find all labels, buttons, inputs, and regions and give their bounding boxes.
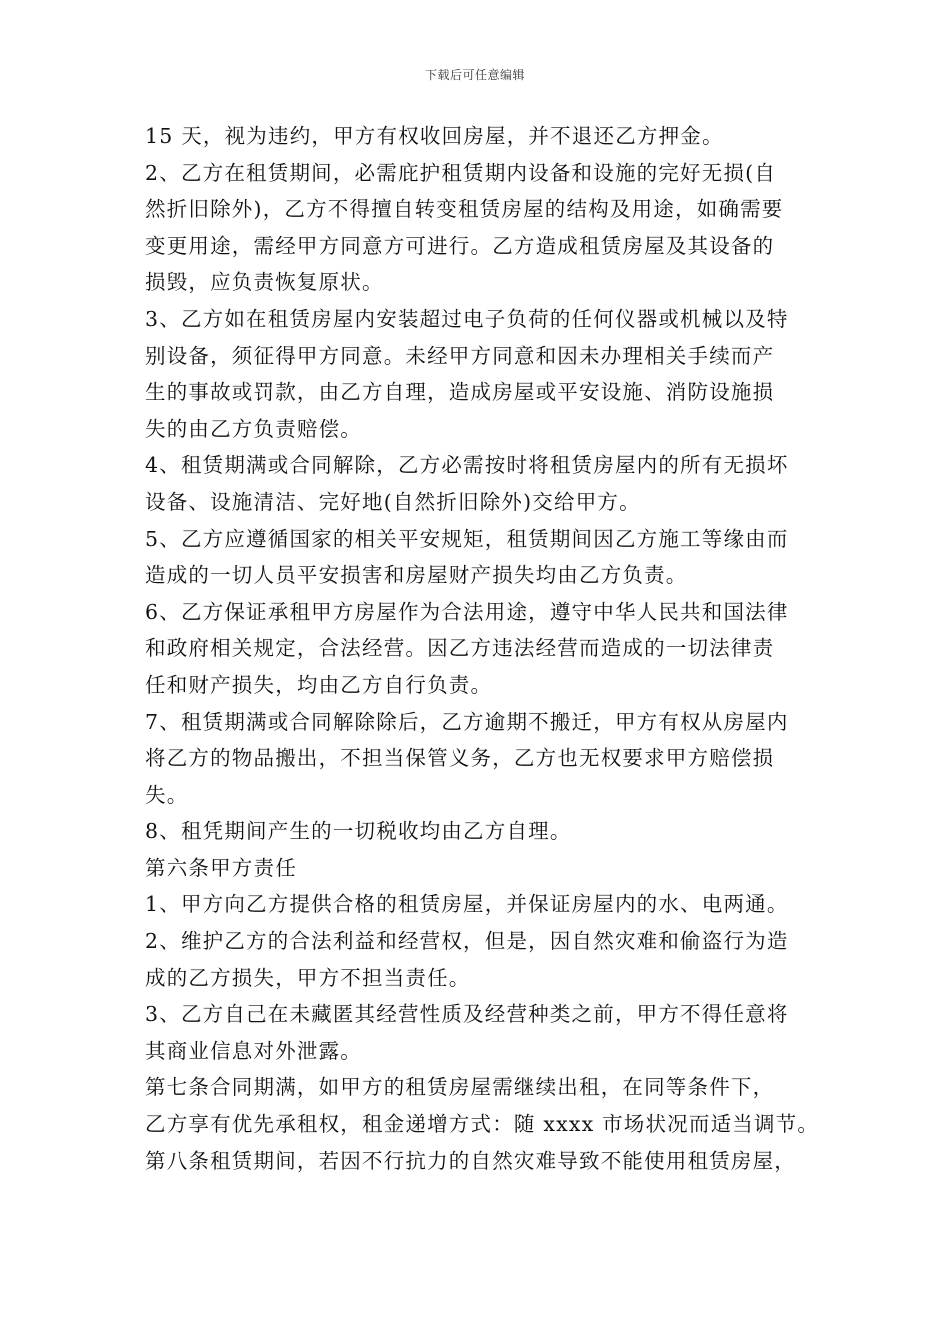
text-line: 任和财产损失，均由乙方自行负责。 — [145, 672, 493, 697]
text-line: 7、租赁期满或合同解除除后，乙方逾期不搬迁，甲方有权从房屋内 — [145, 709, 789, 734]
text-line: 8、租凭期间产生的一切税收均由乙方自理。 — [145, 819, 572, 844]
page-header: 下载后可任意编辑 — [424, 68, 525, 82]
text-line: 设备、设施清洁、完好地(自然折旧除外)交给甲方。 — [145, 489, 641, 514]
text-line: 6、乙方保证承租甲方房屋作为合法用途，遵守中华人民共和国法律 — [145, 599, 789, 624]
text-line: 失。 — [145, 782, 189, 807]
text-line: 其商业信息对外泄露。 — [145, 1038, 362, 1063]
text-line: 将乙方的物品搬出，不担当保管义务，乙方也无权要求甲方赔偿损 — [145, 746, 775, 771]
text-line: 第七条合同期满，如甲方的租赁房屋需继续出租，在同等条件下， — [145, 1075, 775, 1100]
text-line: 4、租赁期满或合同解除，乙方必需按时将租赁房屋内的所有无损坏 — [145, 453, 789, 478]
text-line: 1、甲方向乙方提供合格的租赁房屋，并保证房屋内的水、电两通。 — [145, 892, 789, 917]
text-line: 损毁，应负责恢复原状。 — [145, 270, 384, 295]
text-line: 3、乙方自己在未藏匿其经营性质及经营种类之前，甲方不得任意将 — [145, 1002, 789, 1027]
text-line: 3、乙方如在租赁房屋内安装超过电子负荷的任何仪器或机械以及特 — [145, 306, 789, 331]
text-line: 然折旧除外)，乙方不得擅自转变租赁房屋的结构及用途，如确需要 — [145, 197, 784, 222]
text-line: 失的由乙方负责赔偿。 — [145, 416, 362, 441]
text-line: 15 天，视为违约，甲方有权收回房屋，并不退还乙方押金。 — [145, 124, 724, 148]
text-line: 造成的一切人员平安损害和房屋财产损失均由乙方负责。 — [145, 563, 688, 588]
text-line: 5、乙方应遵循国家的相关平安规矩，租赁期间因乙方施工等缘由而 — [145, 526, 789, 551]
document-body — [145, 118, 820, 1179]
text-line: 乙方享有优先承租权，租金递增方式：随 xxxx 市场状况而适当调节。 — [145, 1112, 820, 1137]
text-line: 变更用途，需经甲方同意方可进行。乙方造成租赁房屋及其设备的 — [145, 233, 775, 258]
text-line: 第八条租赁期间，若因不行抗力的自然灾难导致不能使用租赁房屋， — [145, 1148, 796, 1173]
text-line: 2、乙方在租赁期间，必需庇护租赁期内设备和设施的完好无损(自 — [145, 160, 777, 185]
text-line: 生的事故或罚款，由乙方自理，造成房屋或平安设施、消防设施损 — [145, 380, 775, 405]
text-line: 和政府相关规定，合法经营。因乙方违法经营而造成的一切法律责 — [145, 636, 775, 661]
text-line: 2、维护乙方的合法利益和经营权，但是，因自然灾难和偷盗行为造 — [145, 929, 789, 954]
section-heading: 第六条甲方责任 — [145, 855, 297, 880]
text-line: 别设备，须征得甲方同意。未经甲方同意和因未办理相关手续而产 — [145, 343, 775, 368]
text-line: 成的乙方损失，甲方不担当责任。 — [145, 965, 471, 990]
